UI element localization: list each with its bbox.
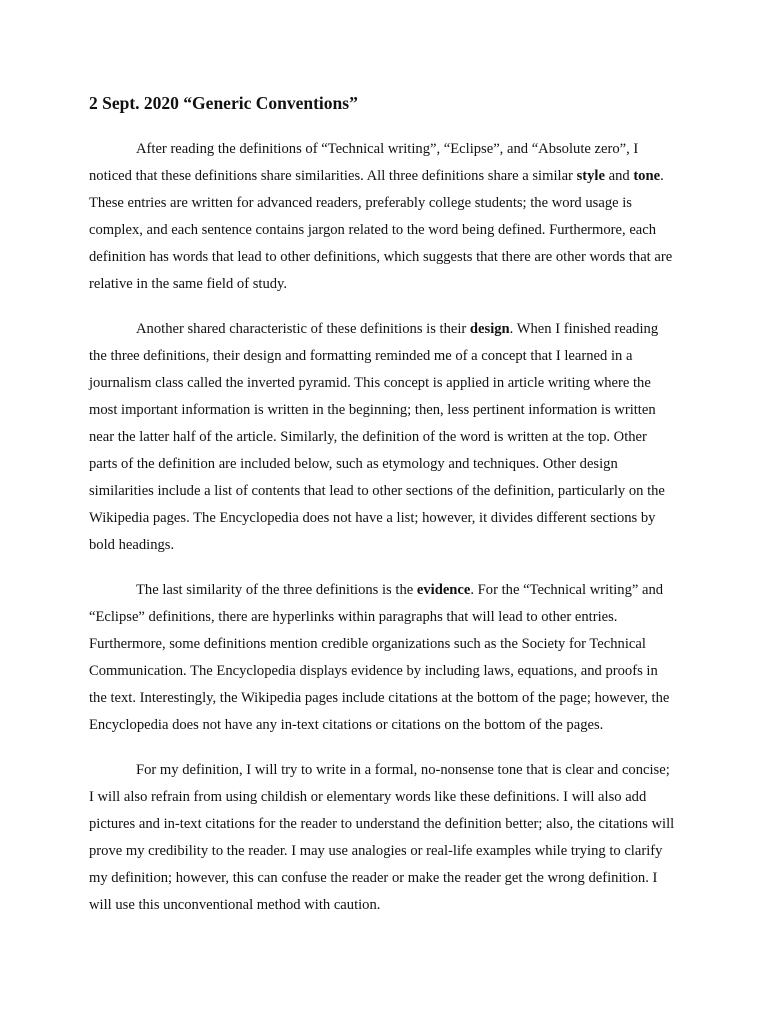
paragraph-my-definition: [89, 757, 675, 919]
paragraph-design: [89, 316, 675, 559]
paragraph-text: After reading the definitions of “Technical writing”, “Eclipse”, and “Absolute zero”, I noticed that these definitions share similarities. All three definitions share a similar: [89, 141, 639, 184]
bold-keyword-evidence: evidence: [416, 582, 471, 598]
paragraph-text: . These entries are written for advanced readers, preferably college students; the word usage is complex, and each sentence contains jargon related to the word being defined. Furthermore, each definition has words that lead to other definitions, which suggests that there are other words that are relative in the same field of study.: [89, 168, 673, 292]
bold-keyword-tone: tone: [633, 168, 661, 184]
paragraph-text: . When I finished reading the three definitions, their design and formatting reminded me of a concept that I learned in a journalism class called the inverted pyramid. This concept is applied in article writing where the most important information is written in the beginning; then, less pertinent information is written near the latter half of the article. Similarly, the definition of the word is written at the top. Other parts of the definition are included below, such as etymology and techniques. Other design similarities include a list of contents that lead to other sections of the definition, particularly on the Wikipedia pages. The Encyclopedia does not have a list; however, it divides different sections by bold headings.: [89, 321, 665, 553]
paragraph-text: Another shared characteristic of these definitions is their: [136, 321, 470, 337]
paragraph-text: . For the “Technical writing” and “Eclipse” definitions, there are hyperlinks within paragraphs that will lead to other entries. Furthermore, some definitions mention credible organizations such as the Society for Technical Communication. The Encyclopedia displays evidence by including laws, equations, and proofs in the text. Interestingly, the Wikipedia pages include citations at the bottom of the page; however, the Encyclopedia does not have any in-text citations or citations on the bottom of the pages.: [89, 582, 670, 733]
paragraph-text: and: [604, 168, 634, 184]
bold-keyword-style: style: [576, 168, 605, 184]
paragraph-text: For my definition, I will try to write in a formal, no-nonsense tone that is clear and concise; I will also refrain from using childish or elementary words like these definitions. I will also add pictures and in-text citations for the reader to understand the definition better; also, the citations will prove my credibility to the reader. I may use analogies or real-life examples while trying to clarify my definition; however, this can confuse the reader or make the reader get the wrong definition. I will use this unconventional method with caution.: [89, 762, 675, 913]
paragraph-style-tone: [89, 136, 675, 298]
paragraph-text: The last similarity of the three definitions is the: [136, 582, 417, 598]
document-body: [89, 136, 675, 937]
paragraph-evidence: [89, 577, 675, 739]
bold-keyword-design: design: [469, 321, 510, 337]
document-title: 2 Sept. 2020 “Generic Conventions”: [89, 93, 358, 113]
